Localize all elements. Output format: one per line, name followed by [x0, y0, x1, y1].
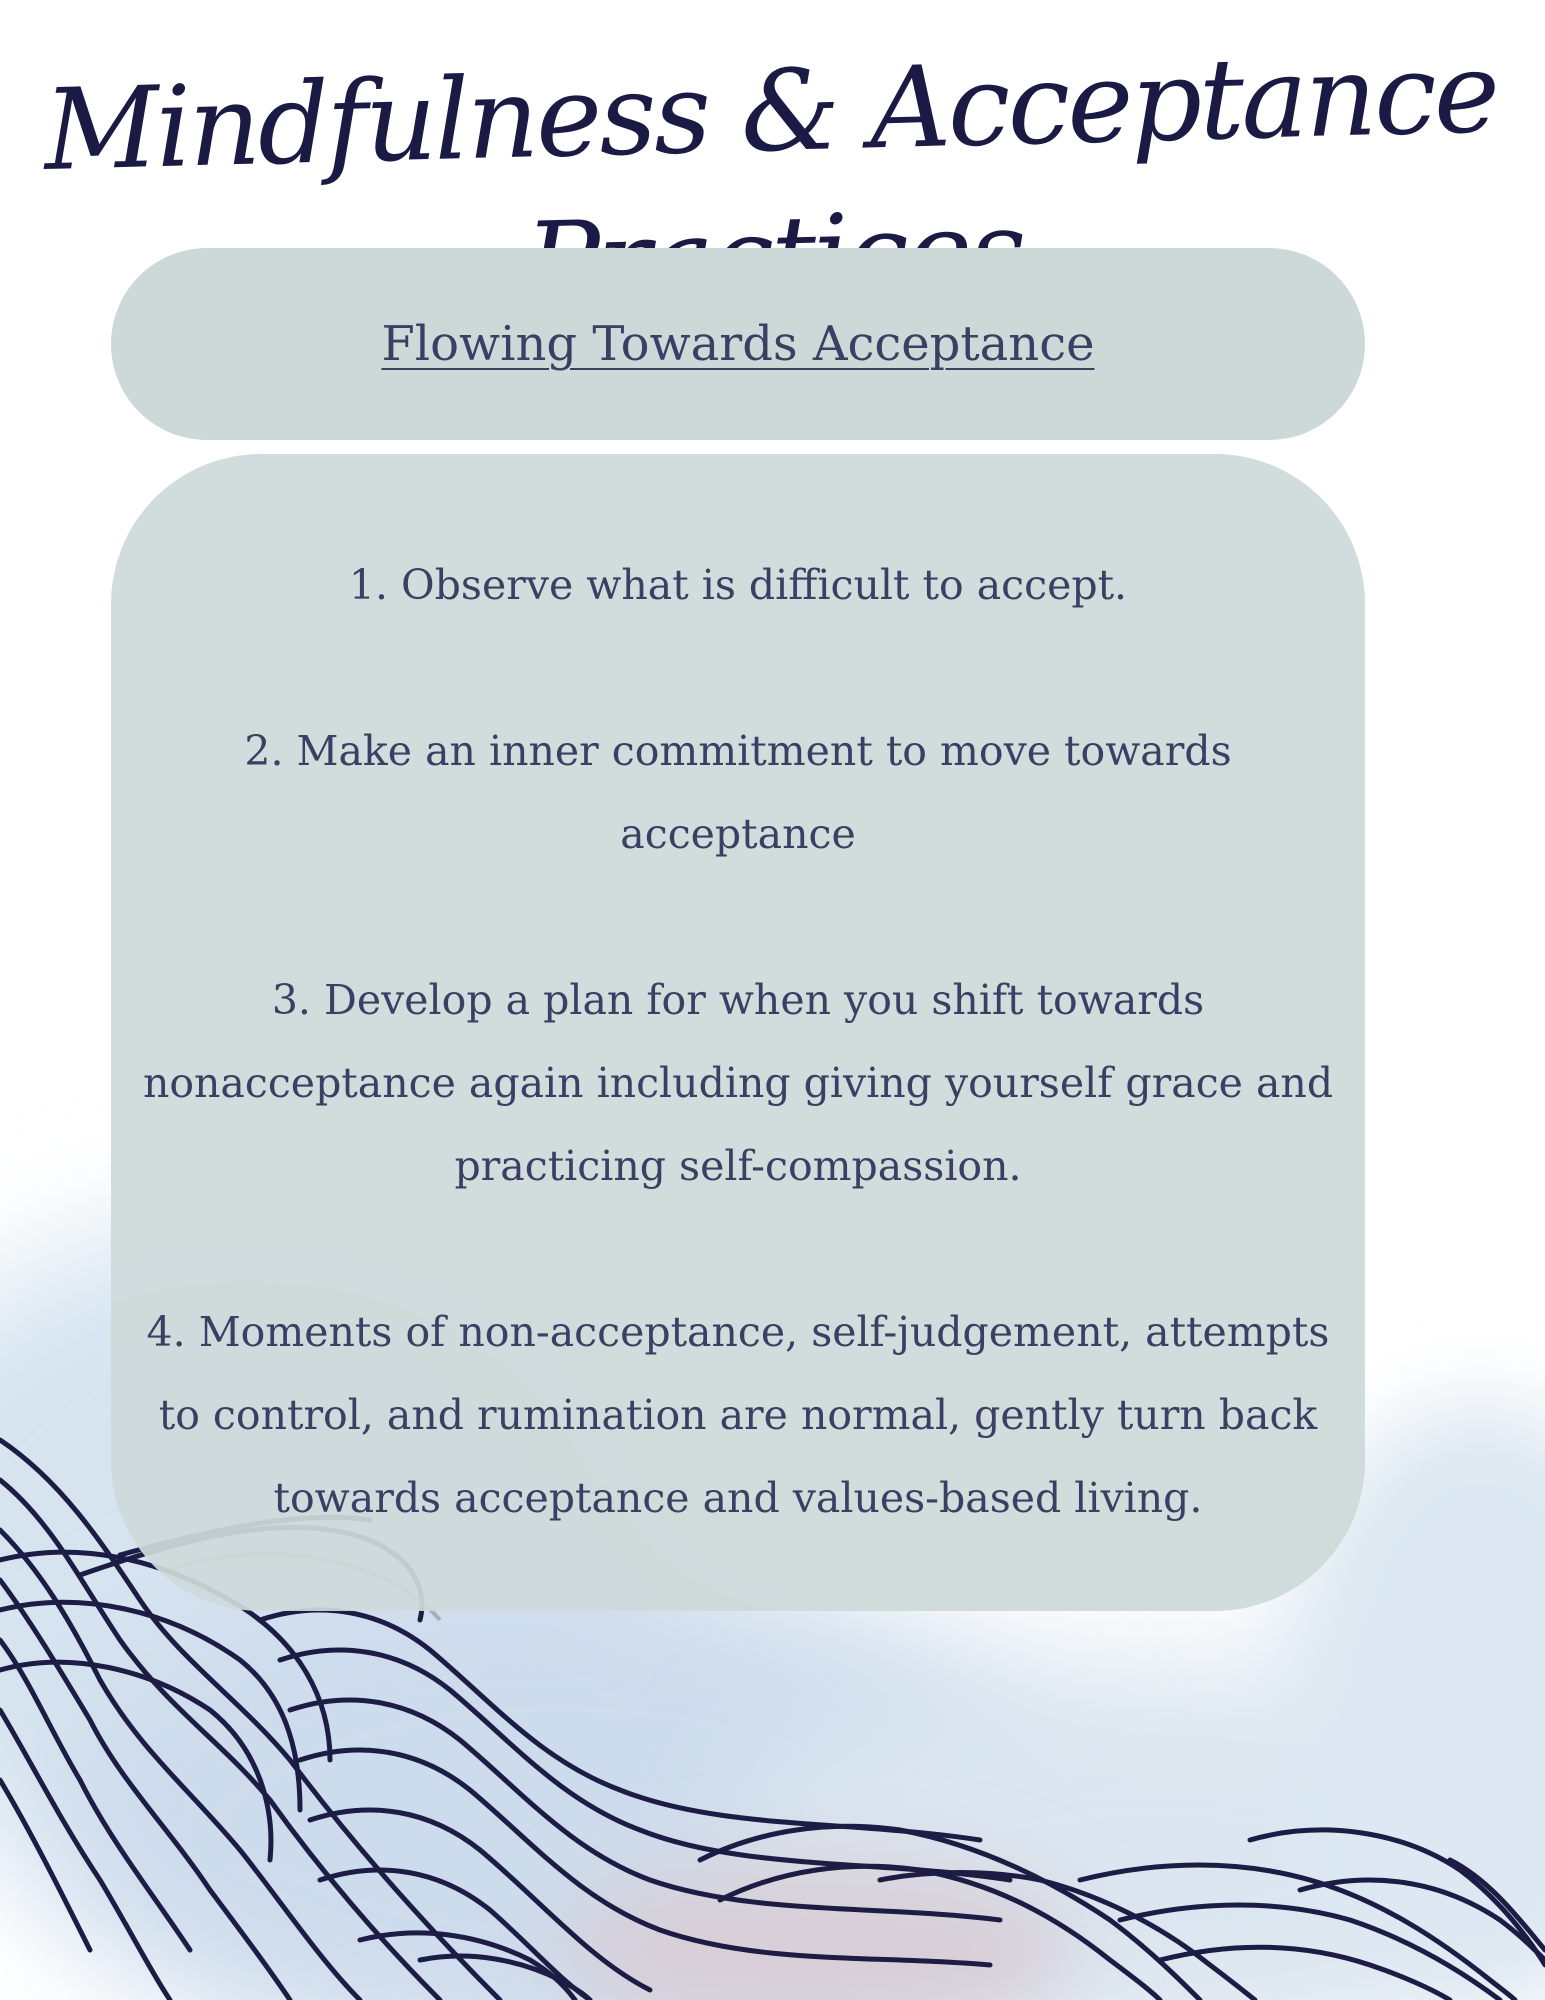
- step-3: 3. Develop a plan for when you shift towards nonacceptance again including giving yourself grace and practicing self-compassion.: [142, 976, 1334, 1190]
- page-title: Mindfulness & Acceptance: [42, 28, 1499, 197]
- step-1: 1. Observe what is difficult to accept.: [348, 561, 1128, 609]
- step-2: 2. Make an inner commitment to move towards acceptance: [244, 727, 1232, 858]
- subtitle-banner: [111, 248, 1365, 440]
- subtitle: Flowing Towards Acceptance: [381, 316, 1095, 372]
- steps-card: [111, 454, 1365, 1611]
- step-4: 4. Moments of non-acceptance, self-judgement, attempts to control, and rumination are normal, gently turn back towards acceptance and values-based living.: [146, 1308, 1330, 1522]
